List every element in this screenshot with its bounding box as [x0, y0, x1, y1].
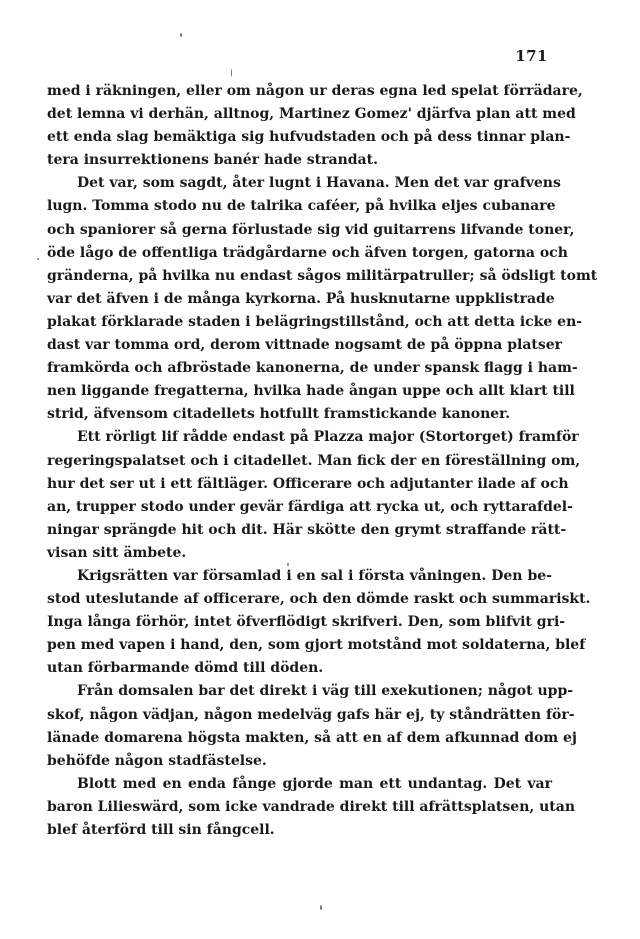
text-line: blef återförd till sin fångcell. [47, 822, 275, 838]
text-line: stod uteslutande af officerare, och den dömde raskt och summariskt. [47, 591, 591, 608]
text-line: utan förbarmande dömd till döden. [47, 660, 324, 677]
text-line: var det äfven i de många kyrkorna. På husknutarne uppklistrade [47, 290, 555, 307]
text-line: baron Lilieswärd, som icke vandrade direkt till afrättsplatsen, utan [47, 798, 576, 815]
text-line: strid, äfvensom citadellets hotfullt framstickande kanoner. [47, 406, 511, 423]
text-line: Ett rörligt lif rådde endast på Plazza major (Stortorget) framför [77, 429, 579, 446]
text-line: gränderna, på hvilka nu endast sågos militärpatruller; så ödsligt tomt [47, 267, 598, 284]
text-line: Krigsrätten var församlad i en sal i första våningen. Den be- [77, 567, 552, 584]
text-line: tera insurrektionens banér hade strandat. [47, 152, 378, 169]
paragraph [47, 680, 577, 772]
text-line: nen liggande fregatterna, hvilka hade ångan uppe och allt klart till [47, 383, 575, 400]
text-line: regeringspalatset och i citadellet. Man fick der en föreställning om, [47, 452, 581, 469]
text-line: visan sitt ämbete. [47, 544, 187, 561]
body-text [47, 80, 598, 842]
text-line: öde lågo de offentliga trädgårdarne och äfven torgen, gatorna och [47, 244, 568, 261]
text-line: hur det ser ut i ett fältläger. Officerare och adjutanter ilade af och [47, 475, 569, 492]
paragraph [47, 773, 576, 842]
text-line: Blott med en enda fånge gjorde man ett undantag. Det var [77, 775, 552, 792]
paragraph [47, 426, 581, 565]
text-line: ett enda slag bemäktiga sig hufvudstaden och på dess tinnar plan- [47, 129, 571, 146]
paper-speck [180, 33, 182, 37]
text-line: dast var tomma ord, derom vittnade nogsamt de på öppna platser [47, 337, 563, 354]
page-number: 171 [515, 47, 548, 65]
text-line: behöfde någon stadfästelse. [47, 752, 267, 769]
text-line: pen med vapen i hand, den, som gjort motstånd mot soldaterna, blef [47, 637, 586, 654]
text-line: ningar sprängde hit och dit. Här skötte den grymt straffande rätt- [47, 521, 567, 538]
text-line: framkörda och afbröstade kanonerna, de under spansk flagg i ham- [47, 360, 578, 377]
text-line: med i räkningen, eller om någon ur deras egna led spelat förrädare, [47, 83, 583, 99]
paragraph [47, 565, 591, 680]
text-line: och spaniorer så gerna förlustade sig vid guitarrens lifvande toner, [47, 221, 575, 238]
paper-speck [231, 69, 232, 77]
paper-speck [320, 905, 322, 910]
text-line: det lemna vi derhän, alltnog, Martinez Gomez' djärfva plan att med [47, 106, 576, 123]
text-line: plakat förklarade staden i belägringstillstånd, och att detta icke en- [47, 313, 583, 330]
text-line: an, trupper stodo under gevär färdiga att rycka ut, och ryttarafdel- [47, 498, 573, 515]
paper-speck [37, 258, 39, 260]
paragraph [47, 80, 583, 172]
text-line: Det var, som sagdt, åter lugnt i Havana. Men det var grafvens [77, 175, 561, 192]
text-line: lugn. Tomma stodo nu de talrika caféer, på hvilka eljes cubanare [47, 198, 556, 215]
text-line: Från domsalen bar det direkt i väg till exekutionen; något upp- [77, 683, 574, 700]
text-line: länade domarena högsta makten, så att en af dem afkunnad dom ej [47, 729, 577, 746]
text-line: skof, någon vädjan, någon medelväg gafs här ej, ty ståndrätten för- [47, 706, 575, 723]
paragraph [47, 172, 598, 426]
text-line: Inga långa förhör, intet öfverflödigt skrifveri. Den, som blifvit gri- [47, 614, 566, 631]
